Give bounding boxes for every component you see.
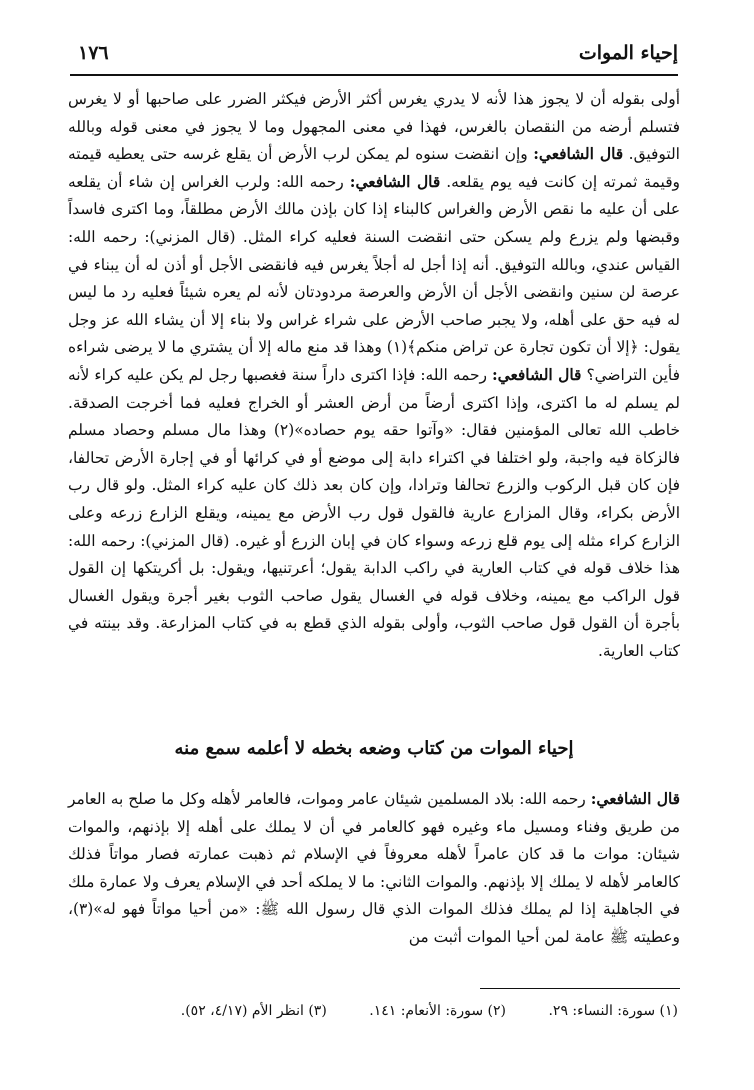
paragraph-1: [68, 86, 680, 665]
speaker-label: قال الشافعي:: [349, 172, 441, 191]
speaker-label: قال الشافعي:: [590, 790, 680, 808]
header-rule: [70, 74, 678, 76]
footnote-2: (٢) سورة: الأنعام: ١٤١.: [369, 1003, 507, 1019]
text-segment: رحمه الله: فإذا اكترى داراً سنة فغصبها رجل لم يكن عليه كراء لأنه لم يسلم له ما اكترى، وإذا اكترى أرضاً من أرض العشر أو الخراج فعليه فما أخرجت الصدقة. خاطب الله تعالى المؤمنين فقال: «وآتوا حقه يوم حصاده»(٢) وهذا مال مسلم وحصاد مسلم فالزكاة فيه واجبة، ولو اختلفا في اكتراء دابة إلى موضع أو في كرائها أو في إجارة الأرض تحالفا، فإن كان قبل الركوب والزرع تحالفا وترادا، وإن كان بعد ذلك كان عليه كراء المثل. ولو قال رب الأرض بكراء، وقال المزارع عارية فالقول قول رب الأرض مع يمينه، ويقلع الزارع زرعه وعلى الزارع كراء مثله إلى يوم قلع زرعه وسواء كان في إبان الزرع أو غيره. (قال المزني): رحمه الله: هذا خلاف قوله في كتاب العارية في راكب الدابة يقول؛ أعرتنيها، ويقول: بل أكريتكها إن القول قول الراكب مع يمينه، وخلاف قوله في الغسال يقول صاحب الثوب بغير أجرة ويقول الغسال بأجرة أن القول قول صاحب الثوب، وأولى بقوله الذي قطع به في كتاب المزارعة. وقد بينته في كتاب العارية.: [68, 365, 680, 660]
chapter-title: إحياء الموات: [578, 42, 678, 64]
speaker-label: قال الشافعي:: [492, 365, 582, 384]
paragraph-2: [68, 786, 680, 952]
text-segment: رحمه الله: ولرب الغراس إن شاء أن يقلعه على أن عليه ما نقص الأرض والغراس كالبناء إذا كان بإذن مالك الأرض مطلقاً، وما اكترى فاسداً وقبضها ولم يزرع ولم يسكن حتى انقضت السنة فعليه كراء المثل. (قال المزني): رحمه الله: القياس عندي، وبالله التوفيق. أنه إذا أجل له أجلاً يغرس فيه فانقضى الأجل أو أذن له أن يبناء في عرصة لن سنين وانقضى الأجل أن الأرض والعرصة مردودتان لأنه لم يعره شيئاً فعليه رد ما ليس له فيه حق على أهله، ولا يجبر صاحب الأرض على شراء غراس ولا بناء إلا أن يشاء الله عز وجل يقول: ﴿إلا أن تكون تجارة عن تراض منكم﴾(١) وهذا قد منع ماله إلا أن يشتري ما لا يرضى شراءه فأين التراضي؟: [68, 172, 680, 384]
text-segment: وإن انقضت سنوه لم يمكن لرب الأرض أن يقلع غرسه حتى يعطيه قيمته وقيمة ثمرته إن كانت فيه يوم يقلعه.: [68, 145, 680, 191]
main-text: [68, 86, 680, 665]
speaker-label: قال الشافعي:: [533, 145, 624, 164]
text-segment: أولى بقوله أن لا يجوز هذا لأنه لا يدري يغرس أكثر الأرض فيكثر الضرر على صاحبها أو لا يغرس فتسلم أرضه من النقصان بالغرس، فهذا في معنى المجهول وما لا يجوز في معنى قوله وبالله التوفيق.: [68, 90, 680, 164]
text-segment: رحمه الله: بلاد المسلمين شيئان عامر وموات، فالعامر لأهله وكل ما صلح به العامر من طريق وفناء ومسيل ماء وغيره فهو كالعامر في أن لا يملك على أهله إلا بإذنهم، والموات شيئان: موات ما قد كان عامراً لأهله معروفاً في الإسلام ثم ذهبت عمارته فصار مواتاً فذلك كالعامر لأهله لا يملك إلا بإذنهم. والموات الثاني: ما لا يملكه أحد في الإسلام يعرف ولا عمارة ملك في الجاهلية إذا لم يملك فذلك الموات الذي قال رسول الله ﷺ: «من أحيا مواتاً فهو له»(٣)، وعطيته ﷺ عامة لمن أحيا الموات أثبت من: [68, 790, 680, 946]
footnotes: [74, 1000, 678, 1022]
section-text: [68, 786, 680, 952]
page-header: [70, 36, 678, 76]
page-number: ١٧٦: [78, 42, 109, 64]
footnote-rule: [480, 988, 680, 989]
section-heading: إحياء الموات من كتاب وضعه بخطه لا أعلمه سمع منه: [174, 738, 574, 759]
footnote-3: (٣) انظر الأم (٤/١٧، ٥٢).: [180, 1003, 327, 1019]
footnote-1: (١) سورة: النساء: ٢٩.: [548, 1003, 678, 1019]
